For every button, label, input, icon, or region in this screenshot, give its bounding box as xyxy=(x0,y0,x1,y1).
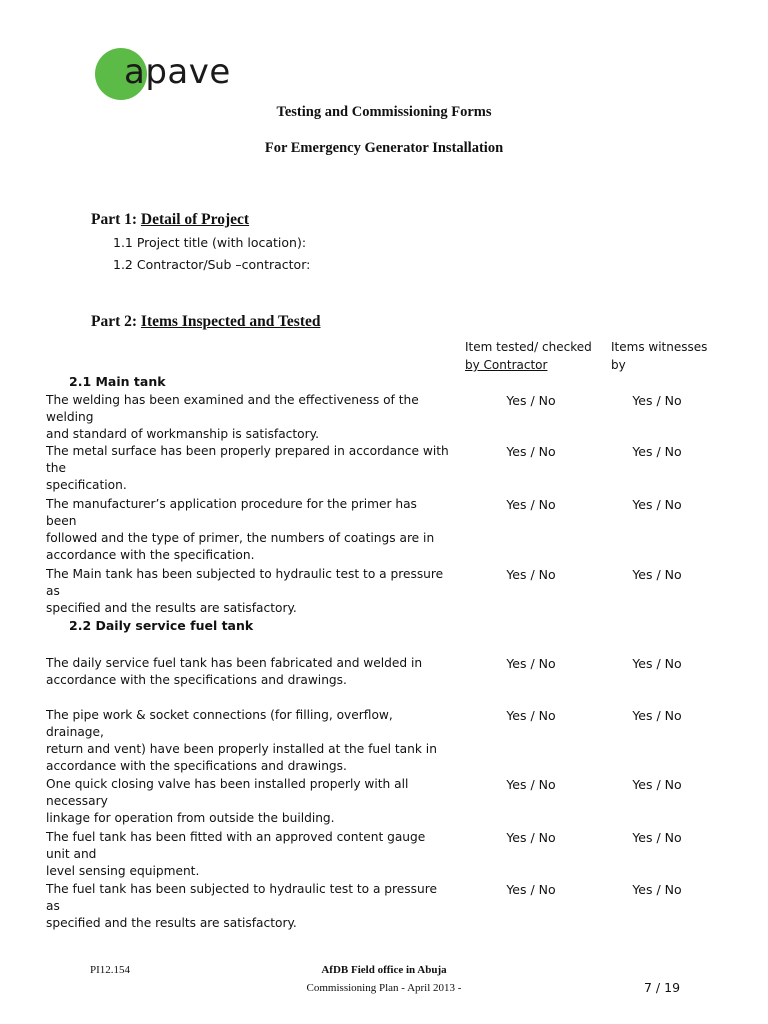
inspection-item-text: The pipe work & socket connections (for filling, overflow, drainage, return and vent) have been properly installed at the fuel tank in accordance with the specifications and drawings. xyxy=(46,708,437,773)
part2-heading xyxy=(91,313,321,331)
contractor-yes-no[interactable]: Yes / No xyxy=(506,567,556,582)
witness-yes-no[interactable]: Yes / No xyxy=(632,393,682,408)
column-header-witness-line2: by xyxy=(611,358,626,372)
column-header-contractor-line1: Item tested/ checked xyxy=(465,340,592,354)
contractor-yes-no[interactable]: Yes / No xyxy=(506,393,556,408)
witness-yes-no[interactable]: Yes / No xyxy=(632,708,682,723)
inspection-item-text: The daily service fuel tank has been fabricated and welded in accordance with the specifications and drawings. xyxy=(46,656,423,687)
inspection-item-text: The fuel tank has been fitted with an approved content gauge unit and level sensing equipment. xyxy=(46,830,426,878)
inspection-item-text: The fuel tank has been subjected to hydraulic test to a pressure as specified and the results are satisfactory. xyxy=(46,882,437,930)
footer-reference: PI12.154 xyxy=(90,964,131,976)
inspection-item-text: The metal surface has been properly prepared in accordance with the specification. xyxy=(46,444,449,492)
witness-yes-no[interactable]: Yes / No xyxy=(632,497,682,512)
witness-yes-no[interactable]: Yes / No xyxy=(632,656,682,671)
section-heading-main-tank: 2.1 Main tank xyxy=(69,374,166,389)
column-header-witness-line1: Items witnesses xyxy=(611,340,708,354)
witness-yes-no[interactable]: Yes / No xyxy=(632,882,682,897)
contractor-yes-no[interactable]: Yes / No xyxy=(506,656,556,671)
part1-heading xyxy=(91,211,249,229)
part2-prefix: Part 2: xyxy=(91,313,141,330)
section-heading-daily-tank: 2.2 Daily service fuel tank xyxy=(69,618,254,633)
document-subtitle: For Emergency Generator Installation xyxy=(264,140,504,156)
contractor-yes-no[interactable]: Yes / No xyxy=(506,497,556,512)
witness-yes-no[interactable]: Yes / No xyxy=(632,444,682,459)
contractor-yes-no[interactable]: Yes / No xyxy=(506,830,556,845)
contractor-yes-no[interactable]: Yes / No xyxy=(506,708,556,723)
column-header-contractor-line2: by Contractor xyxy=(465,358,548,372)
logo-text: apave xyxy=(124,52,231,92)
document-title: Testing and Commissioning Forms xyxy=(276,104,492,120)
footer-office: AfDB Field office in Abuja xyxy=(321,964,447,976)
witness-yes-no[interactable]: Yes / No xyxy=(632,567,682,582)
project-title-field: 1.1 Project title (with location): xyxy=(113,235,307,250)
witness-yes-no[interactable]: Yes / No xyxy=(632,830,682,845)
inspection-item-text: The Main tank has been subjected to hydraulic test to a pressure as specified and the results are satisfactory. xyxy=(46,567,444,615)
contractor-yes-no[interactable]: Yes / No xyxy=(506,777,556,792)
contractor-field: 1.2 Contractor/Sub –contractor: xyxy=(113,257,311,272)
column-header-witness xyxy=(611,338,707,374)
inspection-item-text: The manufacturer’s application procedure for the primer has been followed and the type of primer, the numbers of coatings are in accordance with the specification. xyxy=(46,497,435,562)
contractor-yes-no[interactable]: Yes / No xyxy=(506,444,556,459)
witness-yes-no[interactable]: Yes / No xyxy=(632,777,682,792)
column-header-contractor xyxy=(465,338,592,374)
contractor-yes-no[interactable]: Yes / No xyxy=(506,882,556,897)
inspection-item-text: One quick closing valve has been installed properly with all necessary linkage for operation from outside the building. xyxy=(46,777,409,825)
page-number: 7 / 19 xyxy=(644,980,681,995)
part2-title: Items Inspected and Tested xyxy=(140,313,321,330)
part1-prefix: Part 1: xyxy=(91,211,141,228)
footer-plan: Commissioning Plan - April 2013 - xyxy=(306,982,462,994)
inspection-item-text: The welding has been examined and the effectiveness of the welding and standard of workmanship is satisfactory. xyxy=(46,393,419,441)
part1-title: Detail of Project xyxy=(140,211,250,228)
